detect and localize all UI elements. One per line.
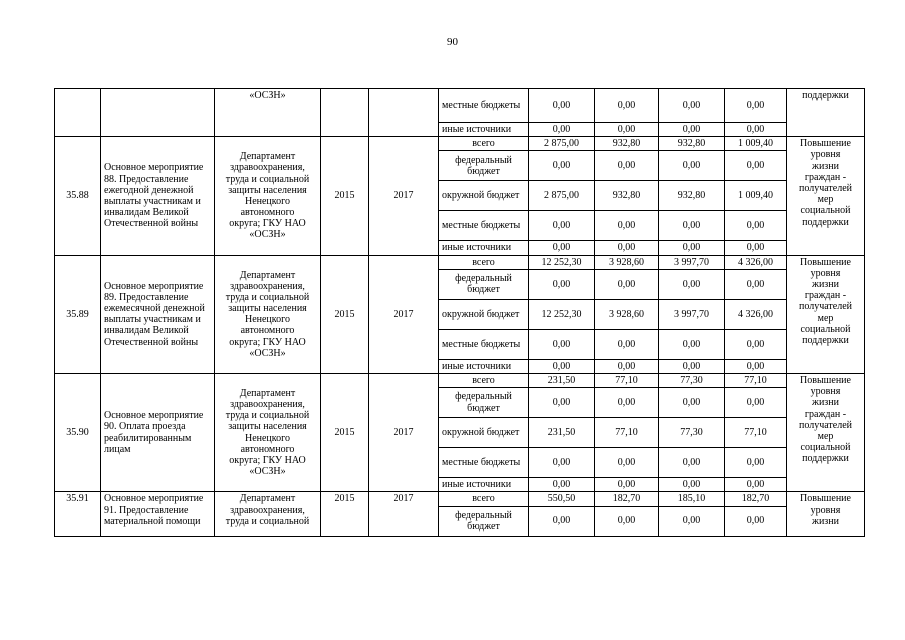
value-cell: 0,00: [529, 151, 595, 181]
value-cell: 0,00: [725, 241, 787, 255]
table-row: [55, 89, 865, 123]
value-cell: 182,70: [725, 492, 787, 506]
source-cell: федеральный бюджет: [439, 151, 529, 181]
value-cell: 0,00: [725, 388, 787, 418]
value-cell: 0,00: [529, 89, 595, 123]
value-cell: 185,10: [659, 492, 725, 506]
value-cell: 0,00: [659, 241, 725, 255]
executor-cell: Департамент здравоохранения, труда и социальной защиты населения Ненецкого автономного округа; ГКУ НАО «ОСЗН»: [215, 137, 321, 255]
value-cell: 0,00: [595, 123, 659, 137]
executor-cell: Департамент здравоохранения, труда и социальной защиты населения Ненецкого автономного округа; ГКУ НАО «ОСЗН»: [215, 373, 321, 491]
measure-number-cell: 35.89: [55, 255, 101, 373]
value-cell: 182,70: [595, 492, 659, 506]
year-end-cell: 2017: [369, 255, 439, 373]
measure-number-cell: 35.88: [55, 137, 101, 255]
table-row: [55, 492, 865, 506]
value-cell: 0,00: [595, 241, 659, 255]
value-cell: 0,00: [725, 269, 787, 299]
value-cell: 2 875,00: [529, 181, 595, 211]
measure-name-cell: Основное мероприятие 88. Предоставление ежегодной денежной выплаты участникам и инвалидам Великой Отечественной войны: [101, 137, 215, 255]
value-cell: 0,00: [659, 123, 725, 137]
value-cell: 0,00: [529, 269, 595, 299]
source-cell: всего: [439, 137, 529, 151]
year-start-cell: 2015: [321, 373, 369, 491]
value-cell: 3 928,60: [595, 255, 659, 269]
year-end-cell: 2017: [369, 137, 439, 255]
result-cell: Повышение уровня жизни: [787, 492, 865, 536]
value-cell: 0,00: [725, 478, 787, 492]
year-start-cell: 2015: [321, 255, 369, 373]
value-cell: 0,00: [725, 329, 787, 359]
value-cell: 0,00: [595, 359, 659, 373]
year-end-cell: 2017: [369, 373, 439, 491]
value-cell: 0,00: [595, 89, 659, 123]
value-cell: 77,10: [595, 373, 659, 387]
year-start-cell: [321, 89, 369, 137]
value-cell: 0,00: [529, 388, 595, 418]
value-cell: 0,00: [529, 478, 595, 492]
source-cell: местные бюджеты: [439, 211, 529, 241]
value-cell: 12 252,30: [529, 255, 595, 269]
value-cell: 77,10: [725, 373, 787, 387]
table-row: [55, 255, 865, 269]
source-cell: всего: [439, 492, 529, 506]
measure-number-cell: 35.91: [55, 492, 101, 536]
value-cell: 3 997,70: [659, 299, 725, 329]
budget-table: [54, 88, 865, 537]
measure-name-cell: [101, 89, 215, 137]
value-cell: 0,00: [529, 329, 595, 359]
page-number: 90: [447, 36, 458, 48]
measure-number-cell: 35.90: [55, 373, 101, 491]
result-cell: Повышение уровня жизни граждан - получателей мер социальной поддержки: [787, 137, 865, 255]
source-cell: иные источники: [439, 123, 529, 137]
value-cell: 0,00: [529, 241, 595, 255]
value-cell: 550,50: [529, 492, 595, 506]
value-cell: 0,00: [725, 448, 787, 478]
value-cell: 0,00: [725, 211, 787, 241]
executor-cell: Департамент здравоохранения, труда и социальной защиты населения Ненецкого автономного округа; ГКУ НАО «ОСЗН»: [215, 255, 321, 373]
source-cell: окружной бюджет: [439, 299, 529, 329]
value-cell: 0,00: [659, 478, 725, 492]
value-cell: 231,50: [529, 418, 595, 448]
value-cell: 77,30: [659, 418, 725, 448]
value-cell: 0,00: [595, 506, 659, 536]
value-cell: 1 009,40: [725, 137, 787, 151]
year-start-cell: 2015: [321, 492, 369, 536]
value-cell: 77,10: [725, 418, 787, 448]
source-cell: местные бюджеты: [439, 89, 529, 123]
value-cell: 932,80: [595, 137, 659, 151]
value-cell: 0,00: [595, 388, 659, 418]
value-cell: 0,00: [659, 89, 725, 123]
value-cell: 0,00: [529, 448, 595, 478]
value-cell: 0,00: [595, 211, 659, 241]
value-cell: 0,00: [659, 151, 725, 181]
value-cell: 0,00: [529, 123, 595, 137]
measure-name-cell: Основное мероприятие 90. Оплата проезда реабилитированным лицам: [101, 373, 215, 491]
result-cell: поддержки: [787, 89, 865, 137]
source-cell: федеральный бюджет: [439, 388, 529, 418]
result-cell: Повышение уровня жизни граждан - получателей мер социальной поддержки: [787, 255, 865, 373]
value-cell: 0,00: [725, 359, 787, 373]
value-cell: 0,00: [529, 211, 595, 241]
source-cell: всего: [439, 373, 529, 387]
value-cell: 4 326,00: [725, 255, 787, 269]
source-cell: местные бюджеты: [439, 448, 529, 478]
year-start-cell: 2015: [321, 137, 369, 255]
value-cell: 1 009,40: [725, 181, 787, 211]
executor-cell: «ОСЗН»: [215, 89, 321, 137]
value-cell: 3 928,60: [595, 299, 659, 329]
value-cell: 0,00: [659, 448, 725, 478]
year-end-cell: 2017: [369, 492, 439, 536]
source-cell: окружной бюджет: [439, 181, 529, 211]
value-cell: 0,00: [659, 269, 725, 299]
table-row: [55, 373, 865, 387]
source-cell: иные источники: [439, 241, 529, 255]
source-cell: всего: [439, 255, 529, 269]
value-cell: 77,30: [659, 373, 725, 387]
source-cell: иные источники: [439, 359, 529, 373]
value-cell: 12 252,30: [529, 299, 595, 329]
value-cell: 0,00: [725, 89, 787, 123]
value-cell: 231,50: [529, 373, 595, 387]
year-end-cell: [369, 89, 439, 137]
source-cell: иные источники: [439, 478, 529, 492]
value-cell: 932,80: [659, 181, 725, 211]
value-cell: 0,00: [595, 448, 659, 478]
value-cell: 0,00: [659, 359, 725, 373]
value-cell: 4 326,00: [725, 299, 787, 329]
source-cell: федеральный бюджет: [439, 269, 529, 299]
measure-name-cell: Основное мероприятие 89. Предоставление ежемесячной денежной выплаты участникам и инвалидам Великой Отечественной войны: [101, 255, 215, 373]
result-cell: Повышение уровня жизни граждан - получателей мер социальной поддержки: [787, 373, 865, 491]
value-cell: 932,80: [595, 181, 659, 211]
table-row: [55, 137, 865, 151]
value-cell: 0,00: [725, 151, 787, 181]
value-cell: 3 997,70: [659, 255, 725, 269]
value-cell: 2 875,00: [529, 137, 595, 151]
executor-cell: Департамент здравоохранения, труда и социальной: [215, 492, 321, 536]
value-cell: 0,00: [595, 151, 659, 181]
value-cell: 0,00: [659, 506, 725, 536]
value-cell: 0,00: [529, 359, 595, 373]
measure-number-cell: [55, 89, 101, 137]
source-cell: федеральный бюджет: [439, 506, 529, 536]
value-cell: 0,00: [595, 478, 659, 492]
source-cell: местные бюджеты: [439, 329, 529, 359]
value-cell: 0,00: [595, 269, 659, 299]
source-cell: окружной бюджет: [439, 418, 529, 448]
value-cell: 0,00: [659, 211, 725, 241]
value-cell: 0,00: [659, 388, 725, 418]
value-cell: 0,00: [725, 506, 787, 536]
value-cell: 0,00: [529, 506, 595, 536]
value-cell: 0,00: [595, 329, 659, 359]
measure-name-cell: Основное мероприятие 91. Предоставление материальной помощи: [101, 492, 215, 536]
value-cell: 932,80: [659, 137, 725, 151]
value-cell: 77,10: [595, 418, 659, 448]
value-cell: 0,00: [725, 123, 787, 137]
value-cell: 0,00: [659, 329, 725, 359]
